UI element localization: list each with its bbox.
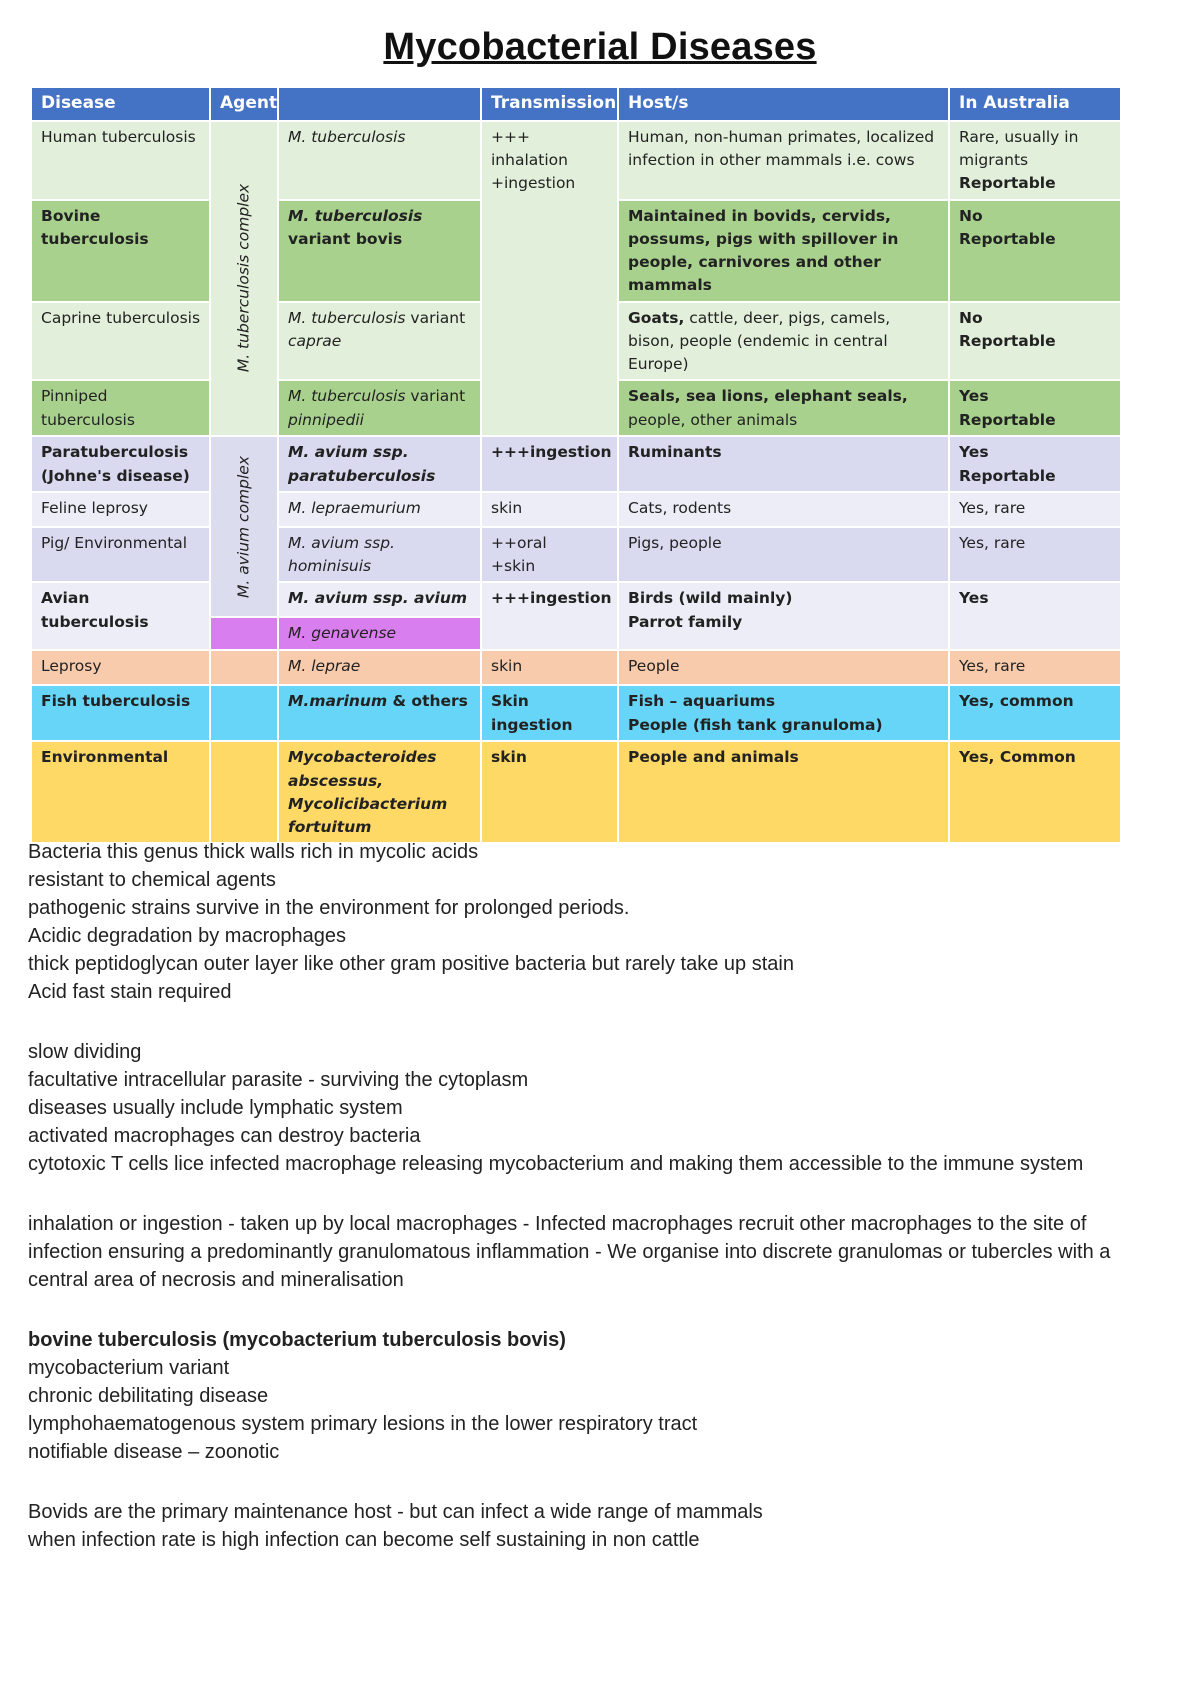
note-line: Bacteria this genus thick walls rich in mycolic acids [28, 841, 479, 863]
agent-variant-name: pinnipedii [288, 410, 364, 429]
agent-cell [278, 685, 481, 741]
disease-cell: Paratuberculosis (Johne's disease) [31, 436, 210, 492]
transmission-cell: Skin ingestion [481, 685, 618, 741]
empty-group-cell [210, 741, 278, 843]
agent-species: M. tuberculosis [288, 206, 423, 225]
australia-status: No [959, 308, 983, 327]
australia-cell: Yes, rare [949, 527, 1121, 583]
agent-cell: M. tuberculosis [278, 121, 481, 200]
note-line: chronic debilitating disease [28, 1385, 269, 1407]
header-hosts: Host/s [618, 87, 949, 121]
header-agent: Agent [210, 87, 278, 121]
reportable-label: Reportable [959, 331, 1056, 350]
empty-group-cell [210, 685, 278, 741]
reportable-label: Reportable [959, 466, 1056, 485]
agent-cell: Mycobacteroides abscessus, Mycolicibacterium fortuitum [278, 741, 481, 843]
section-heading: bovine tuberculosis (mycobacterium tuberculosis bovis) [28, 1329, 566, 1351]
transmission-cell: skin [481, 492, 618, 527]
agent-cell: M. lepraemurium [278, 492, 481, 527]
notes-section [28, 838, 1158, 1554]
australia-cell: Yes, rare [949, 492, 1121, 527]
disease-cell: Environmental [31, 741, 210, 843]
note-line: cytotoxic T cells lice infected macrophage releasing mycobacterium and making them accessible to the immune system [28, 1153, 1084, 1175]
empty-group-cell [210, 650, 278, 685]
hosts-cell: Ruminants [618, 436, 949, 492]
note-line: when infection rate is high infection can become self sustaining in non cattle [28, 1529, 700, 1551]
disease-cell: Human tuberculosis [31, 121, 210, 200]
agent-species: M. tuberculosis [288, 387, 406, 406]
note-line: lymphohaematogenous system primary lesions in the lower respiratory tract [28, 1413, 698, 1435]
note-line: activated macrophages can destroy bacteria [28, 1125, 421, 1147]
table-row [31, 650, 1121, 685]
agent-cell: M. avium ssp. hominisuis [278, 527, 481, 583]
note-line: notifiable disease – zoonotic [28, 1441, 280, 1463]
table-row [31, 685, 1121, 741]
note-line: pathogenic strains survive in the environment for prolonged periods. [28, 897, 630, 919]
hosts-cell: People and animals [618, 741, 949, 843]
header-agent-name [278, 87, 481, 121]
note-line: diseases usually include lymphatic system [28, 1097, 403, 1119]
table-row [31, 527, 1121, 583]
header-disease: Disease [31, 87, 210, 121]
hosts-other: cattle, deer, pigs, camels, bison, people (endemic in central Europe) [628, 308, 891, 373]
disease-cell: Avian tuberculosis [31, 582, 210, 650]
hosts-cell: People [618, 650, 949, 685]
reportable-label: Reportable [959, 229, 1056, 248]
disease-cell: Feline leprosy [31, 492, 210, 527]
transmission-cell: +++ inhalation +ingestion [481, 121, 618, 437]
table-row [31, 492, 1121, 527]
note-line: thick peptidoglycan outer layer like other gram positive bacteria but rarely take up stain [28, 953, 794, 975]
disease-cell: Pig/ Environmental [31, 527, 210, 583]
transmission-cell: skin [481, 650, 618, 685]
hosts-cell [618, 302, 949, 381]
agent-variant: variant bovis [288, 229, 403, 248]
agent-cell [278, 380, 481, 436]
agent-variant: variant [405, 387, 466, 406]
australia-cell [949, 380, 1121, 436]
hosts-cell: Human, non-human primates, localized infection in other mammals i.e. cows [618, 121, 949, 200]
table-row [31, 741, 1121, 843]
hosts-cell: Pigs, people [618, 527, 949, 583]
note-line: slow dividing [28, 1041, 142, 1063]
australia-status: Yes [959, 443, 989, 462]
hosts-cell: Cats, rodents [618, 492, 949, 527]
australia-cell: Yes, Common [949, 741, 1121, 843]
note-paragraph: inhalation or ingestion - taken up by local macrophages - Infected macrophages recruit other macrophages to the site of infection ensuring a predominantly granulomatous inflammation - We organise into discrete granulomas or tubercles with a central area of necrosis and mineralisation [28, 1213, 1111, 1291]
disease-cell: Bovine tuberculosis [31, 200, 210, 302]
agent-cell: M. avium ssp. paratuberculosis [278, 436, 481, 492]
australia-cell: Yes [949, 582, 1121, 650]
australia-cell [949, 436, 1121, 492]
agent-variant: variant [405, 308, 466, 327]
page-title: Mycobacterial Diseases [383, 26, 817, 68]
table-row [31, 436, 1121, 492]
note-line: resistant to chemical agents [28, 869, 276, 891]
hosts-primary: Seals, sea lions, elephant seals, [628, 387, 908, 406]
australia-cell [949, 200, 1121, 302]
agent-cell: M. leprae [278, 650, 481, 685]
australia-status: Rare, usually in migrants [959, 127, 1079, 169]
header-transmission: Transmission [481, 87, 618, 121]
hosts-primary: Goats, [628, 308, 685, 327]
note-line: Acid fast stain required [28, 981, 232, 1003]
disease-cell: Caprine tuberculosis [31, 302, 210, 381]
note-line: mycobacterium variant [28, 1357, 230, 1379]
disease-cell: Leprosy [31, 650, 210, 685]
disease-table [30, 86, 1122, 844]
hosts-cell: Birds (wild mainly) Parrot family [618, 582, 949, 650]
disease-cell: Pinniped tuberculosis [31, 380, 210, 436]
disease-cell: Fish tuberculosis [31, 685, 210, 741]
transmission-cell: +++ingestion [481, 436, 618, 492]
transmission-cell: ++oral +skin [481, 527, 618, 583]
agent-cell [278, 302, 481, 381]
agent-others: & others [387, 692, 468, 711]
australia-cell [949, 302, 1121, 381]
table-header-row [31, 87, 1121, 121]
note-line: Acidic degradation by macrophages [28, 925, 346, 947]
hosts-cell: Fish – aquariums People (fish tank granuloma) [618, 685, 949, 741]
transmission-cell: +++ingestion [481, 582, 618, 650]
australia-cell: Yes, rare [949, 650, 1121, 685]
hosts-cell [618, 380, 949, 436]
table-row [31, 582, 1121, 617]
agent-species: M. tuberculosis [288, 308, 406, 327]
note-line: Bovids are the primary maintenance host - but can infect a wide range of mammals [28, 1501, 763, 1523]
agent-cell [278, 200, 481, 302]
header-in-australia: In Australia [949, 87, 1121, 121]
australia-status: No [959, 206, 983, 225]
hosts-cell: Maintained in bovids, cervids, possums, pigs with spillover in people, carnivores and other mammals [618, 200, 949, 302]
tb-complex-group-label: M. tuberculosis complex [210, 121, 278, 437]
hosts-other: people, other animals [628, 410, 798, 429]
australia-cell [949, 121, 1121, 200]
genavense-spacer-cell [210, 617, 278, 650]
australia-status: Yes [959, 387, 989, 406]
australia-cell: Yes, common [949, 685, 1121, 741]
reportable-label: Reportable [959, 174, 1056, 192]
table-row [31, 121, 1121, 200]
agent-cell: M. genavense [278, 617, 481, 650]
transmission-cell: skin [481, 741, 618, 843]
avium-complex-group-label: M. avium complex [210, 436, 278, 617]
agent-variant-name: caprae [288, 331, 342, 350]
agent-cell: M. avium ssp. avium [278, 582, 481, 617]
reportable-label: Reportable [959, 410, 1056, 429]
agent-species: M.marinum [288, 692, 388, 711]
note-line: facultative intracellular parasite - surviving the cytoplasm [28, 1069, 529, 1091]
